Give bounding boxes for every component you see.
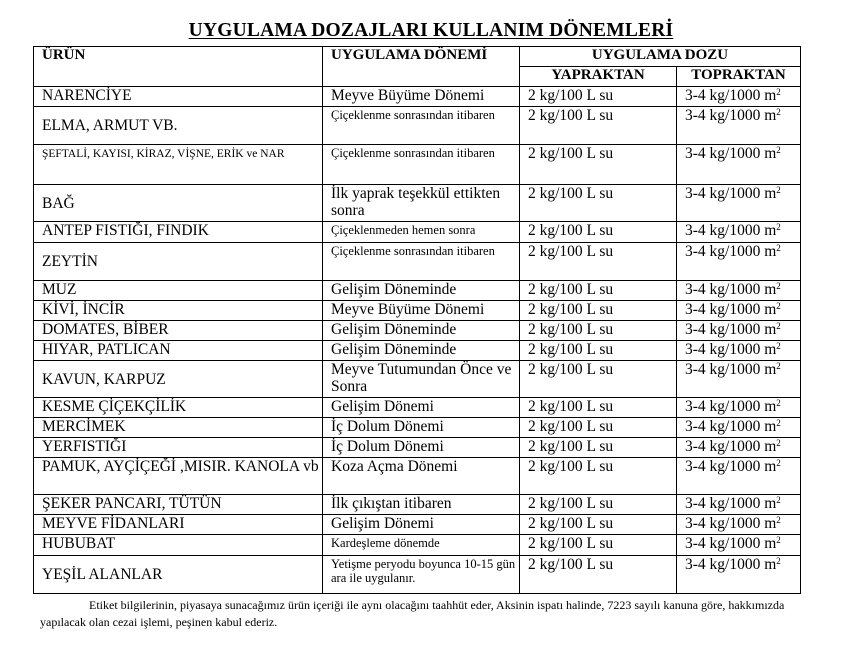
page-title <box>0 20 862 42</box>
unit-superscript: 2 <box>776 243 781 253</box>
unit-superscript: 2 <box>776 185 781 195</box>
foliar-dose-cell: 2 kg/100 L su <box>520 556 677 594</box>
period-cell: İç Dolum Dönemi <box>323 418 520 438</box>
foliar-dose-cell: 2 kg/100 L su <box>520 495 677 515</box>
header-product: ÜRÜN <box>34 47 323 87</box>
unit-superscript: 2 <box>776 145 781 155</box>
soil-dose-cell: 3-4 kg/1000 $m^2$ <box>677 281 801 301</box>
product-cell: BAĞ <box>34 185 323 222</box>
foliar-dose-cell: 2 kg/100 L su <box>520 281 677 301</box>
product-cell: YEŞİL ALANLAR <box>34 556 323 594</box>
unit-superscript: 2 <box>776 361 781 371</box>
soil-dose-cell: 3-4 kg/1000 $m^2$ <box>677 495 801 515</box>
product-cell: DOMATES, BİBER <box>34 321 323 341</box>
product-cell: ŞEKER PANCARI, TÜTÜN <box>34 495 323 515</box>
soil-dose-cell: 3-4 kg/1000 $m^2$ <box>677 107 801 145</box>
foliar-dose-cell: 2 kg/100 L su <box>520 107 677 145</box>
period-cell: Meyve Büyüme Dönemi <box>323 301 520 321</box>
soil-dose-cell: 3-4 kg/1000 $m^2$ <box>677 438 801 458</box>
unit-superscript: 2 <box>776 418 781 428</box>
foliar-dose-cell: 2 kg/100 L su <box>520 243 677 281</box>
product-cell: MEYVE FİDANLARI <box>34 515 323 535</box>
table-row <box>34 556 801 594</box>
table-row <box>34 243 801 281</box>
unit-superscript: 2 <box>776 556 781 566</box>
header-dose: UYGULAMA DOZU <box>520 47 801 67</box>
period-cell: Çiçeklenme sonrasından itibaren <box>323 107 520 145</box>
table-row <box>34 341 801 361</box>
soil-dose-cell: 3-4 kg/1000 $m^2$ <box>677 398 801 418</box>
product-cell: ŞEFTALİ, KAYISI, KİRAZ, VİŞNE, ERİK ve NAR <box>34 145 323 185</box>
foliar-dose-cell: 2 kg/100 L su <box>520 398 677 418</box>
unit-superscript: 2 <box>776 107 781 117</box>
period-cell: İlk yaprak teşekkül ettikten sonra <box>323 185 520 222</box>
table-body <box>34 87 801 594</box>
page-title-text: UYGULAMA DOZAJLARI KULLANIM DÖNEMLERİ <box>188 20 674 41</box>
period-cell: Kardeşleme dönemde <box>323 535 520 556</box>
product-cell: ELMA, ARMUT VB. <box>34 107 323 145</box>
unit-superscript: 2 <box>776 495 781 505</box>
product-cell: KİVİ, İNCİR <box>34 301 323 321</box>
period-cell: Meyve Tutumundan Önce ve Sonra <box>323 361 520 398</box>
product-cell: PAMUK, AYÇİÇEĞİ ,MISIR. KANOLA vb <box>34 458 323 495</box>
soil-dose-cell: 3-4 kg/1000 $m^2$ <box>677 301 801 321</box>
foliar-dose-cell: 2 kg/100 L su <box>520 515 677 535</box>
footnote: Etiket bilgilerinin, piyasaya sunacağımız ürün içeriği ile aynı olacağını taahhüt eder, Aksinin ispatı halinde, 7223 sayılı kanuna göre, hakkımızda yapılacak olan cezai işlemi, peşinen kabul ederiz. <box>40 598 785 629</box>
header-soil: TOPRAKTAN <box>677 67 801 87</box>
period-cell: Gelişim Dönemi <box>323 398 520 418</box>
unit-superscript: 2 <box>776 281 781 291</box>
period-cell: Koza Açma Dönemi <box>323 458 520 495</box>
product-cell: MUZ <box>34 281 323 301</box>
foliar-dose-cell: 2 kg/100 L su <box>520 341 677 361</box>
table-row <box>34 438 801 458</box>
soil-dose-cell: 3-4 kg/1000 $m^2$ <box>677 243 801 281</box>
product-cell: MERCİMEK <box>34 418 323 438</box>
soil-dose-cell: 3-4 kg/1000 $m^2$ <box>677 458 801 495</box>
foliar-dose-cell: 2 kg/100 L su <box>520 87 677 107</box>
unit-superscript: 2 <box>776 222 781 232</box>
soil-dose-cell: 3-4 kg/1000 $m^2$ <box>677 418 801 438</box>
soil-dose-cell: 3-4 kg/1000 $m^2$ <box>677 361 801 398</box>
table-row <box>34 515 801 535</box>
table-row <box>34 301 801 321</box>
period-cell: Gelişim Dönemi <box>323 515 520 535</box>
soil-dose-cell: 3-4 kg/1000 $m^2$ <box>677 556 801 594</box>
product-cell: ZEYTİN <box>34 243 323 281</box>
table-row <box>34 107 801 145</box>
table-row <box>34 281 801 301</box>
soil-dose-cell: 3-4 kg/1000 $m^2$ <box>677 87 801 107</box>
table-row <box>34 222 801 243</box>
period-cell: İlk çıkıştan itibaren <box>323 495 520 515</box>
product-cell: NARENCİYE <box>34 87 323 107</box>
table-row <box>34 185 801 222</box>
header-period: UYGULAMA DÖNEMİ <box>323 47 520 87</box>
unit-superscript: 2 <box>776 515 781 525</box>
period-cell: İç Dolum Dönemi <box>323 438 520 458</box>
table-row <box>34 361 801 398</box>
table-row <box>34 535 801 556</box>
foliar-dose-cell: 2 kg/100 L su <box>520 145 677 185</box>
unit-superscript: 2 <box>776 398 781 408</box>
soil-dose-cell: 3-4 kg/1000 $m^2$ <box>677 145 801 185</box>
product-cell: HIYAR, PATLICAN <box>34 341 323 361</box>
foliar-dose-cell: 2 kg/100 L su <box>520 458 677 495</box>
soil-dose-cell: 3-4 kg/1000 $m^2$ <box>677 515 801 535</box>
table-row <box>34 418 801 438</box>
period-cell: Meyve Büyüme Dönemi <box>323 87 520 107</box>
table-row <box>34 87 801 107</box>
foliar-dose-cell: 2 kg/100 L su <box>520 361 677 398</box>
foliar-dose-cell: 2 kg/100 L su <box>520 438 677 458</box>
foliar-dose-cell: 2 kg/100 L su <box>520 321 677 341</box>
unit-superscript: 2 <box>776 535 781 545</box>
period-cell: Gelişim Döneminde <box>323 281 520 301</box>
period-cell: Yetişme peryodu boyunca 10-15 gün ara ile uygulanır. <box>323 556 520 594</box>
product-cell: KAVUN, KARPUZ <box>34 361 323 398</box>
foliar-dose-cell: 2 kg/100 L su <box>520 185 677 222</box>
period-cell: Gelişim Döneminde <box>323 341 520 361</box>
product-cell: KESME ÇİÇEKÇİLİK <box>34 398 323 418</box>
soil-dose-cell: 3-4 kg/1000 $m^2$ <box>677 535 801 556</box>
unit-superscript: 2 <box>776 321 781 331</box>
product-cell: YERFISTIĞI <box>34 438 323 458</box>
foliar-dose-cell: 2 kg/100 L su <box>520 301 677 321</box>
unit-superscript: 2 <box>776 438 781 448</box>
header-foliar: YAPRAKTAN <box>520 67 677 87</box>
unit-superscript: 2 <box>776 341 781 351</box>
period-cell: Çiçeklenme sonrasından itibaren <box>323 145 520 185</box>
foliar-dose-cell: 2 kg/100 L su <box>520 535 677 556</box>
dosage-table <box>33 46 801 594</box>
unit-superscript: 2 <box>776 87 781 97</box>
foliar-dose-cell: 2 kg/100 L su <box>520 418 677 438</box>
period-cell: Çiçeklenme sonrasından itibaren <box>323 243 520 281</box>
period-cell: Çiçeklenmeden hemen sonra <box>323 222 520 243</box>
table-row <box>34 495 801 515</box>
soil-dose-cell: 3-4 kg/1000 $m^2$ <box>677 341 801 361</box>
soil-dose-cell: 3-4 kg/1000 $m^2$ <box>677 185 801 222</box>
soil-dose-cell: 3-4 kg/1000 $m^2$ <box>677 321 801 341</box>
period-cell: Gelişim Döneminde <box>323 321 520 341</box>
soil-dose-cell: 3-4 kg/1000 $m^2$ <box>677 222 801 243</box>
product-cell: HUBUBAT <box>34 535 323 556</box>
foliar-dose-cell: 2 kg/100 L su <box>520 222 677 243</box>
table-row <box>34 458 801 495</box>
table-row <box>34 145 801 185</box>
table-row <box>34 398 801 418</box>
table-row <box>34 321 801 341</box>
product-cell: ANTEP FISTIĞI, FINDIK <box>34 222 323 243</box>
unit-superscript: 2 <box>776 458 781 468</box>
unit-superscript: 2 <box>776 301 781 311</box>
